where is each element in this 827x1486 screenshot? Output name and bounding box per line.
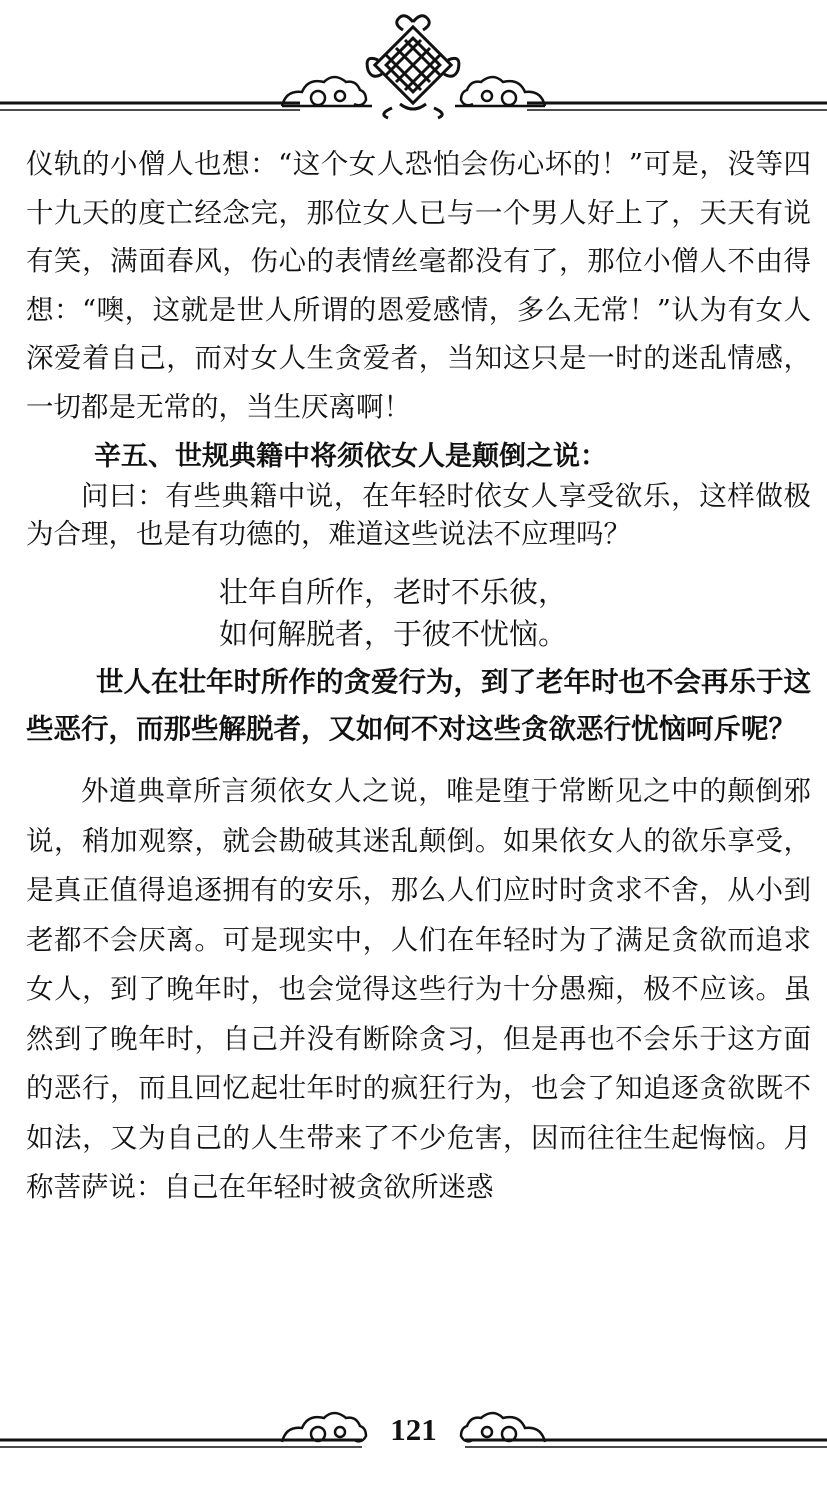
header-rule-right <box>527 103 827 110</box>
endless-knot-icon <box>367 16 459 118</box>
section-heading: 辛五、世规典籍中将须依女人是颠倒之说： <box>94 441 607 472</box>
verse-line: 壮年自所作，老时不乐彼， <box>219 575 568 609</box>
verse-commentary: 世人在壮年时所作的贪爱行为，到了老年时也不会再乐于这些恶行，而那些解脱者，又如何不对这些贪欲恶行忧恼呵斥呢？ <box>26 666 811 745</box>
body-paragraph: 外道典章所言须依女人之说，唯是堕于常断见之中的颠倒邪说，稍加观察，就会勘破其迷乱颠倒。如果依女人的欲乐享受，是真正值得追逐拥有的安乐，那么人们应时时贪求不舍，从小到老都不会厌离。可是现实中，人们在年轻时为了满足贪欲而追求女人，到了晚年时，也会觉得这些行为十分愚痴，极不应该。虽然到了晚年时，自己并没有断除贪习，但是再也不会乐于这方面的恶行，而且回忆起壮年时的疯狂行为，也会了知追逐贪欲既不如法，又为自己的人生带来了不少危害，因而往往生起悔恼。月称菩萨说：自己在年轻时被贪欲所迷惑 <box>26 775 811 1203</box>
verse-block <box>219 571 811 655</box>
header-ornament <box>0 0 827 140</box>
verse-line: 如何解脱者，于彼不忧恼。 <box>219 617 568 651</box>
intro-paragraph: 仪轨的小僧人也想：“这个女人恐怕会伤心坏的！”可是，没等四十九天的度亡经念完，那位女人已与一个男人好上了，天天有说有笑，满面春风，伤心的表情丝毫都没有了，那位小僧人不由得想：“噢，这就是世人所谓的恩爱感情，多么无常！”认为有女人深爱着自己，而对女人生贪爱者，当知这只是一时的迷乱情感，一切都是无常的，当生厌离啊！ <box>26 148 811 423</box>
page-number: 121 <box>390 1412 437 1447</box>
page-content <box>26 140 811 1213</box>
question-paragraph: 问曰：有些典籍中说，在年轻时依女人享受欲乐，这样做极为合理，也是有功德的，难道这些说法不应理吗？ <box>26 480 811 550</box>
header-rule-left <box>0 103 300 110</box>
